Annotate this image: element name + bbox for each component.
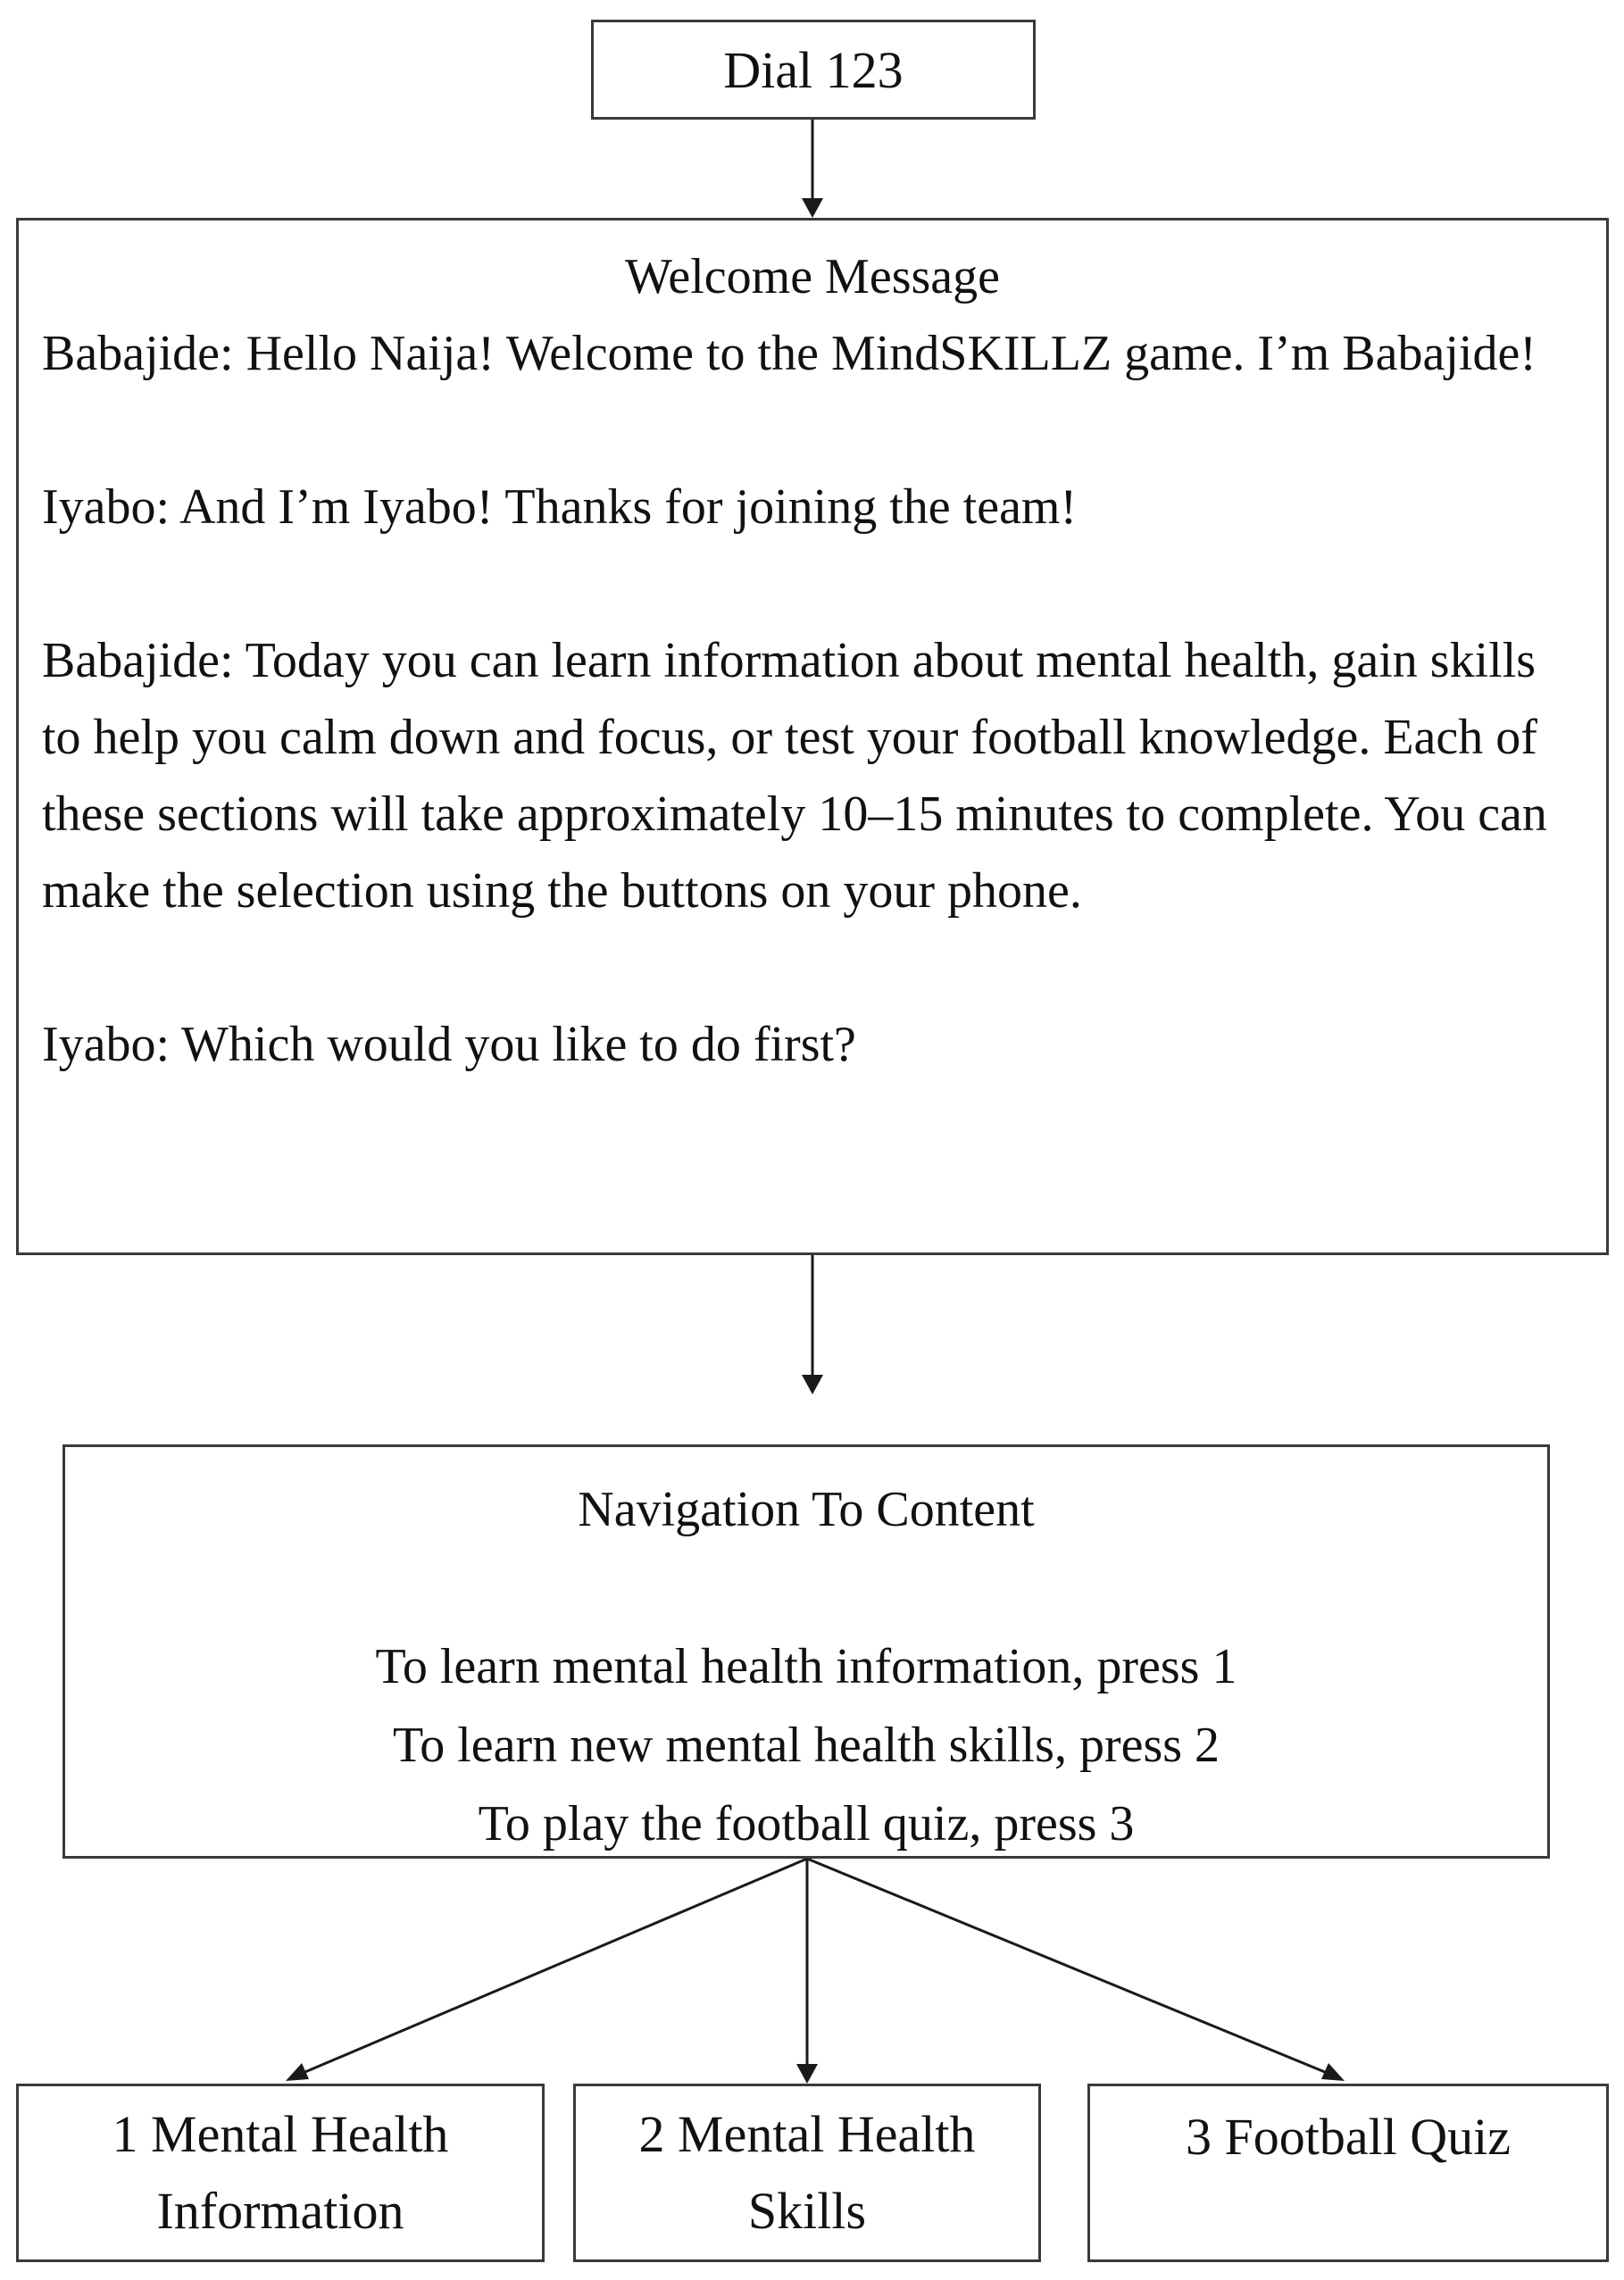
welcome-paragraph: Babajide: Today you can learn information about mental health, gain skills to help you calm down and focus, or test your football knowledge. Each of these sections will take approximately 10–15 minutes to complete. You can make the selection using the buttons on your phone. [42,633,1547,919]
navigation-option: To learn mental health information, press 1 [375,1639,1237,1694]
outcome-node-football-quiz [1087,2084,1609,2262]
outcome-node-mental-health-information [16,2084,545,2262]
arrow-navigation-to-outcome-3 [807,1859,1336,2076]
outcome-label-line2: Skills [747,2182,867,2240]
arrowhead-navigation-to-outcome-3 [1321,2063,1345,2081]
arrowhead-navigation-to-outcome-2 [796,2064,818,2084]
welcome-paragraph: Babajide: Hello Naija! Welcome to the MindSKILLZ game. I’m Babajide! [42,326,1537,381]
outcome-label-line1: 3 Football Quiz [1185,2108,1512,2166]
welcome-title: Welcome Message [625,249,1000,304]
outcome-label-line1: 2 Mental Health [638,2105,976,2163]
navigation-title: Navigation To Content [578,1482,1035,1537]
outcome-node-mental-health-skills [573,2084,1041,2262]
outcome-label-line2: Information [156,2182,404,2240]
outcome-label-line1: 1 Mental Health [112,2105,449,2163]
dial-node [591,20,1036,120]
welcome-paragraph: Iyabo: And I’m Iyabo! Thanks for joining the team! [42,479,1078,535]
welcome-message-node [16,218,1609,1255]
navigation-node [62,1444,1550,1859]
arrow-navigation-to-outcome-1 [295,1859,807,2076]
arrowhead-navigation-to-outcome-1 [286,2063,309,2081]
navigation-option: To play the football quiz, press 3 [478,1796,1135,1851]
arrowhead-welcome-to-navigation [802,1375,823,1394]
welcome-paragraph: Iyabo: Which would you like to do first? [42,1017,856,1072]
navigation-option: To learn new mental health skills, press 2 [392,1718,1220,1773]
arrowhead-dial-to-welcome [802,198,823,218]
dial-label: Dial 123 [723,40,904,99]
